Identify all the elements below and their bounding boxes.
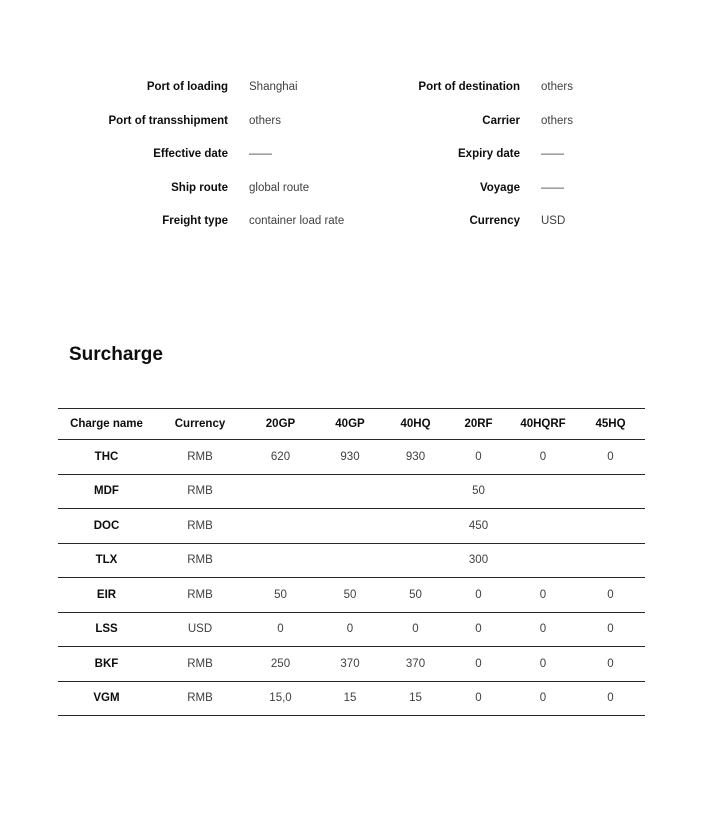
column-header-40hqrf: 40HQRF: [510, 409, 576, 440]
rate-cell: [316, 543, 384, 578]
rate-cell: 0: [384, 612, 447, 647]
table-row: [58, 681, 645, 716]
currency-cell: USD: [155, 612, 245, 647]
charge-name-cell: TLX: [58, 543, 155, 578]
table-header-row: [58, 409, 645, 440]
rate-cell: 0: [447, 440, 510, 475]
currency-cell: RMB: [155, 578, 245, 613]
field-label-carrier: Carrier: [482, 114, 520, 127]
currency-cell: RMB: [155, 440, 245, 475]
currency-cell: RMB: [155, 474, 245, 509]
rate-cell: 0: [447, 612, 510, 647]
rate-cell: 300: [447, 543, 510, 578]
rate-cell: 370: [316, 647, 384, 682]
rate-cell: [245, 543, 316, 578]
rate-cell: 370: [384, 647, 447, 682]
rate-cell: 0: [510, 578, 576, 613]
charge-name-cell: MDF: [58, 474, 155, 509]
table-row: [58, 612, 645, 647]
table-row: [58, 578, 645, 613]
rate-cell: 620: [245, 440, 316, 475]
currency-cell: RMB: [155, 509, 245, 544]
rate-cell: 50: [245, 578, 316, 613]
field-label-effective-date: Effective date: [153, 148, 228, 160]
charge-name-cell: THC: [58, 440, 155, 475]
rate-cell: 0: [576, 647, 645, 682]
rate-cell: [245, 509, 316, 544]
charge-name-cell: DOC: [58, 509, 155, 544]
rate-cell: [510, 474, 576, 509]
rate-cell: [510, 543, 576, 578]
column-header-40hq: 40HQ: [384, 409, 447, 440]
currency-cell: RMB: [155, 647, 245, 682]
table-row: [58, 647, 645, 682]
rate-cell: [316, 509, 384, 544]
rate-cell: 50: [384, 578, 447, 613]
charge-name-cell: VGM: [58, 681, 155, 716]
rate-cell: 0: [576, 578, 645, 613]
currency-cell: RMB: [155, 543, 245, 578]
field-value-port-of-destination: others: [541, 81, 573, 93]
rate-cell: 930: [316, 440, 384, 475]
rate-cell: 15,0: [245, 681, 316, 716]
rate-cell: 0: [245, 612, 316, 647]
rate-cell: [384, 474, 447, 509]
rate-cell: 0: [447, 681, 510, 716]
rate-cell: 0: [510, 681, 576, 716]
column-header-45hq: 45HQ: [576, 409, 645, 440]
field-label-voyage: Voyage: [479, 181, 520, 194]
rate-cell: 0: [447, 647, 510, 682]
field-value-port-of-transshipment: others: [249, 114, 281, 127]
rate-cell: 15: [316, 681, 384, 716]
column-header-20gp: 20GP: [245, 409, 316, 440]
field-label-port-of-loading: Port of loading: [146, 81, 228, 93]
rate-cell: 50: [316, 578, 384, 613]
surcharge-table: [58, 408, 645, 716]
rate-cell: 450: [447, 509, 510, 544]
rate-cell: 0: [316, 612, 384, 647]
charge-name-cell: BKF: [58, 647, 155, 682]
table-row: [58, 474, 645, 509]
rate-cell: 15: [384, 681, 447, 716]
rate-cell: 930: [384, 440, 447, 475]
rate-cell: [245, 474, 316, 509]
field-value-currency: USD: [541, 215, 566, 227]
field-value-voyage: ——: [541, 181, 564, 194]
rate-cell: [576, 543, 645, 578]
charge-name-cell: LSS: [58, 612, 155, 647]
rate-cell: 0: [576, 612, 645, 647]
rate-cell: [316, 474, 384, 509]
field-value-effective-date: ——: [249, 148, 272, 160]
field-label-freight-type: Freight type: [162, 215, 228, 227]
rate-cell: 0: [510, 647, 576, 682]
field-label-expiry-date: Expiry date: [458, 148, 520, 160]
rate-cell: 250: [245, 647, 316, 682]
field-value-carrier: others: [541, 114, 573, 127]
currency-cell: RMB: [155, 681, 245, 716]
rate-cell: [510, 509, 576, 544]
column-header-currency: Currency: [155, 409, 245, 440]
table-row: [58, 543, 645, 578]
column-header-20rf: 20RF: [447, 409, 510, 440]
field-value-expiry-date: ——: [541, 148, 564, 160]
rate-cell: 0: [576, 440, 645, 475]
field-label-ship-route: Ship route: [171, 181, 228, 194]
table-row: [58, 509, 645, 544]
field-label-port-of-transshipment: Port of transshipment: [108, 114, 228, 127]
rate-cell: [576, 474, 645, 509]
field-label-port-of-destination: Port of destination: [418, 81, 520, 93]
charge-name-cell: EIR: [58, 578, 155, 613]
field-value-freight-type: container load rate: [249, 215, 345, 227]
shipping-info-form: [58, 71, 660, 239]
rate-cell: [576, 509, 645, 544]
rate-cell: [384, 543, 447, 578]
column-header-charge-name: Charge name: [58, 409, 155, 440]
rate-cell: [384, 509, 447, 544]
rate-cell: 0: [510, 440, 576, 475]
rate-cell: 0: [447, 578, 510, 613]
rate-cell: 50: [447, 474, 510, 509]
rate-cell: 0: [510, 612, 576, 647]
section-title-surcharge: Surcharge: [69, 344, 163, 365]
field-value-ship-route: global route: [249, 181, 310, 194]
table-row: [58, 440, 645, 475]
field-label-currency: Currency: [469, 215, 520, 227]
field-value-port-of-loading: Shanghai: [249, 81, 298, 93]
column-header-40gp: 40GP: [316, 409, 384, 440]
rate-cell: 0: [576, 681, 645, 716]
